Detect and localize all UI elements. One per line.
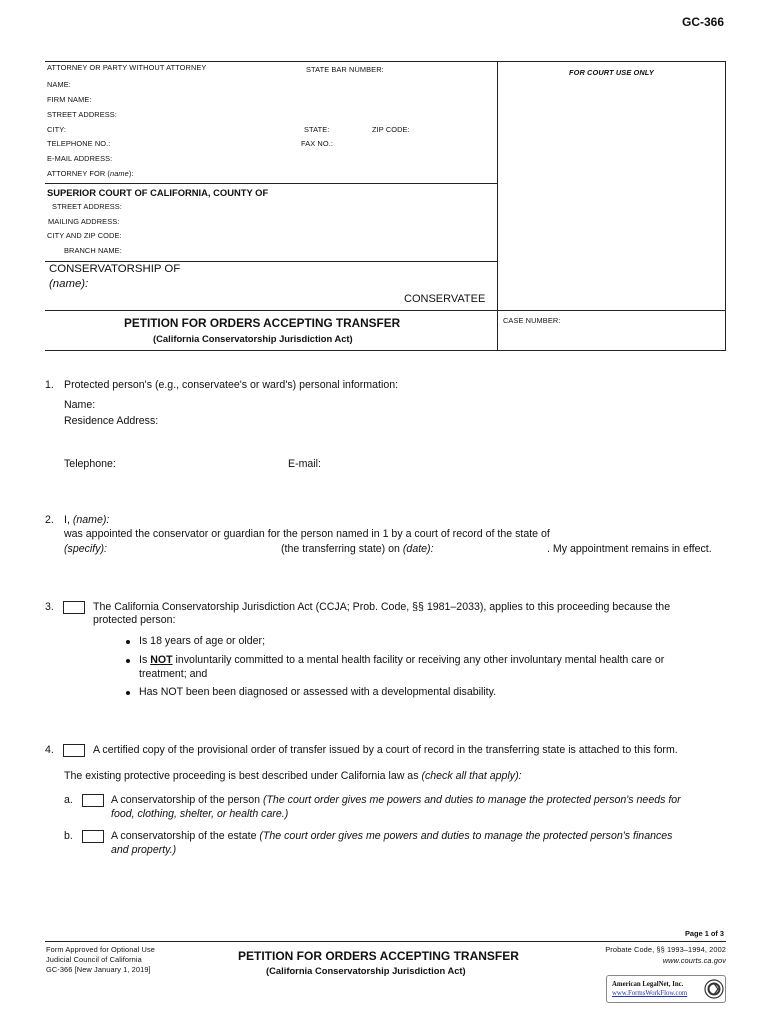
item4b-label: b. [64,830,73,842]
item3-line1: The California Conservatorship Jurisdiction Act (CCJA; Prob. Code, §§ 1981–2033), applies to this proceeding because the [93,601,671,613]
header-bottom-border [45,350,726,351]
item2-transferring-label: (the transferring state) on (date): [281,543,434,555]
court-street-label: STREET ADDRESS: [52,202,122,211]
item2-specify-label: (specify): [64,543,107,555]
bullet-icon [126,640,130,644]
item3-bullet2: Is NOT involuntarily committed to a mental health facility or receiving any other involuntary mental health care or [139,654,665,666]
case-subtitle: (California Conservatorship Jurisdiction Act) [153,333,353,344]
bullet-icon [126,691,130,695]
court-use-label: FOR COURT USE ONLY [569,68,654,77]
item4b-checkbox[interactable] [82,830,104,843]
item3-checkbox[interactable] [63,601,85,614]
footer-approved: Form Approved for Optional Use Judicial Council of California GC-366 [New January 1, 2019] [46,945,155,974]
header-top-border [45,61,726,62]
attorney-label: ATTORNEY OR PARTY WITHOUT ATTORNEY [47,63,207,72]
conservatee-name-label: (name): [49,278,89,290]
bullet-icon [126,659,130,663]
item4a-checkbox[interactable] [82,794,104,807]
right-border [725,61,726,350]
telephone-label: TELEPHONE NO.: [47,139,111,148]
case-number-label: CASE NUMBER: [503,316,561,325]
item1-number: 1. [45,379,54,391]
court-branch-label: BRANCH NAME: [64,246,122,255]
item3-bullet2-line2: treatment; and [139,668,208,680]
brand-link[interactable]: www.FormsWorkFlow.com [612,990,688,997]
item4-text: A certified copy of the provisional order of transfer issued by a court of record in the transferring state is attached to this form. [93,744,678,756]
item1-text: Protected person's (e.g., conservatee's or ward's) personal information: [64,379,399,391]
item2-line2: was appointed the conservator or guardian for the person named in 1 by a court of record of the state of [64,528,550,540]
item4a-label: a. [64,794,73,806]
court-mailing-label: MAILING ADDRESS: [48,217,120,226]
court-title: SUPERIOR COURT OF CALIFORNIA, COUNTY OF [47,187,269,198]
zip-label: ZIP CODE: [372,125,410,134]
brand-box [606,975,726,1003]
item4a-text: A conservatorship of the person (The court order gives me powers and duties to manage the protected person's needs for [111,794,681,806]
item4b-text: A conservatorship of the estate (The court order gives me powers and duties to manage the protected person's finances [111,830,673,842]
email-label: E-MAIL ADDRESS: [47,154,113,163]
item4-number: 4. [45,744,54,756]
footer-subtitle: (California Conservatorship Jurisdiction Act) [266,965,466,976]
item3-line2: protected person: [93,614,176,626]
case-title-divider [45,310,726,311]
item1-telephone-label: Telephone: [64,458,116,470]
city-label: CITY: [47,125,66,134]
item2-remains-label: . My appointment remains in effect. [547,543,712,555]
brand-logo-icon [704,979,724,999]
state-label: STATE: [304,125,330,134]
footer-website[interactable]: www.courts.ca.gov [662,956,726,965]
item3-bullet3: Has NOT been been diagnosed or assessed with a developmental disability. [139,686,497,698]
item1-residence-label: Residence Address: [64,415,159,427]
item4a-text-line2: food, clothing, shelter, or health care.) [111,808,289,820]
item3-number: 3. [45,601,54,613]
item1-name-label: Name: [64,399,96,411]
firm-name-label: FIRM NAME: [47,95,92,104]
case-title: PETITION FOR ORDERS ACCEPTING TRANSFER [124,316,401,330]
footer-code: Probate Code, §§ 1993–1994, 2002 [605,945,726,954]
item3-bullet1: Is 18 years of age or older; [139,635,266,647]
item2-i-label: I, (name): [64,514,110,526]
conservatee-label: CONSERVATEE [404,293,486,305]
court-city-zip-label: CITY AND ZIP CODE: [47,231,122,240]
item2-number: 2. [45,514,54,526]
item4-checkbox[interactable] [63,744,85,757]
item4b-text-line2: and property.) [111,844,177,856]
street-address-label: STREET ADDRESS: [47,110,117,119]
item4-existing-text: The existing protective proceeding is best described under California law as (check all that apply): [64,770,522,782]
attorney-court-divider [45,183,497,184]
bar-number-label: STATE BAR NUMBER: [306,65,384,74]
form-id: GC-366 [682,15,725,29]
attorney-name-label: NAME: [47,80,71,89]
conservatorship-label: CONSERVATORSHIP OF [49,263,181,275]
court-use-divider [497,61,498,350]
brand-name: American LegalNet, Inc. [612,981,684,988]
footer-title: PETITION FOR ORDERS ACCEPTING TRANSFER [238,949,519,963]
footer-divider [45,941,726,942]
fax-label: FAX NO.: [301,139,334,148]
page-number: Page 1 of 3 [685,929,725,938]
attorney-for-label: ATTORNEY FOR (name): [47,169,134,178]
item1-email-label: E-mail: [288,458,321,470]
court-case-divider [45,261,497,262]
